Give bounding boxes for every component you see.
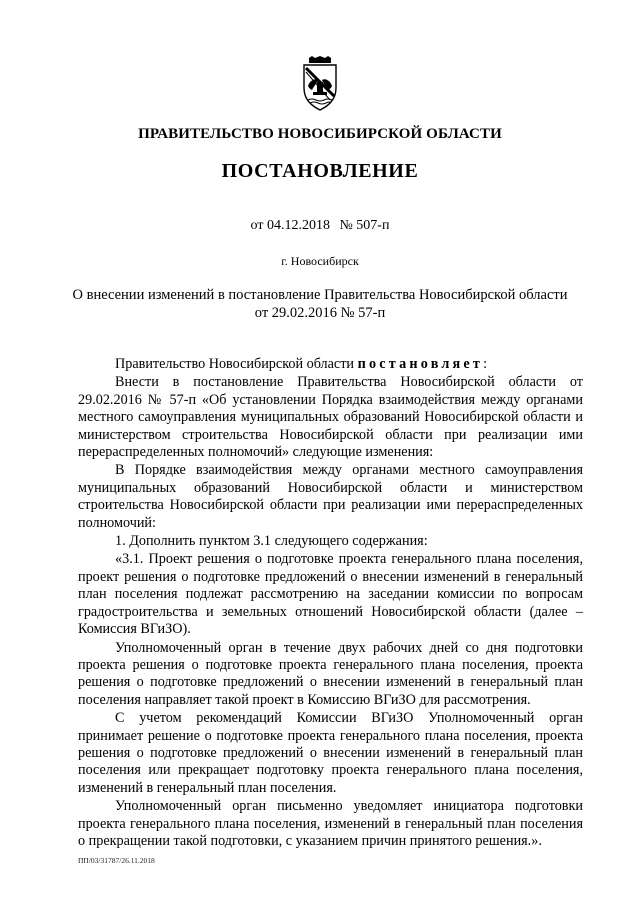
subject-line-1: О внесении изменений в постановление Правительства Новосибирской области — [72, 287, 568, 303]
decree-intro: Правительство Новосибирской области — [115, 356, 355, 372]
document-number: № 507-п — [339, 218, 390, 233]
body-paragraph-6: С учетом рекомендаций Комиссии ВГиЗО Уполномоченный орган принимает решение о подготовке проекта генерального плана поселения, проекта решения о подготовке предложений о внесении изменений в генеральный план поселения или прекращает подготовку проекта генерального плана поселения, изменений в генеральный план поселения. — [78, 710, 583, 796]
body-paragraph-7: Уполномоченный орган письменно уведомляет инициатора подготовки проекта генерального плана поселения, изменений в генеральный план поселения о прекращении такой подготовки, с указанием причин принятого решения.». — [78, 798, 583, 849]
emblem-container — [0, 56, 640, 112]
novosibirsk-coat-of-arms-icon — [298, 56, 342, 112]
document-city: г. Новосибирск — [281, 254, 359, 268]
body-paragraph-4: «3.1. Проект решения о подготовке проекта генерального плана поселения, проект решения о подготовке предложений о внесении изменений в генеральный план поселения подлежат рассмотрению на заседании комиссии по вопросам градостроительства и земельных отношений Новосибирской области (далее – Комиссия ВГиЗО). — [78, 551, 583, 638]
footer-document-code: ПП/03/31787/26.11.2018 — [78, 856, 155, 865]
government-name: ПРАВИТЕЛЬСТВО НОВОСИБИРСКОЙ ОБЛАСТИ — [138, 126, 502, 142]
decree-colon: : — [483, 356, 488, 372]
document-date: от 04.12.2018 — [250, 218, 330, 233]
subject-line-2: от 29.02.2016 № 57-п — [254, 305, 386, 321]
decree-word: постановляет — [357, 356, 484, 372]
body-paragraph-1: Внести в постановление Правительства Новосибирской области от 29.02.2016 № 57-п «Об установлении Порядка взаимодействия между органами местного самоуправления муниципальных образований Новосибирской области и министерством строительства Новосибирской области при реализации ими перераспределенных полномочий» следующие изменения: — [78, 374, 583, 461]
body-paragraph-2: В Порядке взаимодействия между органами местного самоуправления муниципальных образований Новосибирской области и министерством строительства Новосибирской области при реализации ими перераспределенных полномочий: — [78, 462, 583, 531]
body-paragraph-3: 1. Дополнить пунктом 3.1 следующего содержания: — [115, 533, 428, 550]
document-type-title: ПОСТАНОВЛЕНИЕ — [221, 160, 419, 182]
document-body — [78, 356, 583, 850]
document-date-number — [0, 218, 640, 234]
document-subject — [60, 286, 580, 322]
decree-paragraph — [78, 356, 583, 373]
body-paragraph-5: Уполномоченный орган в течение двух рабочих дней со дня подготовки проекта решения о подготовке проекта генерального плана поселения, проекта решения о подготовке предложений о внесении изменений в генеральный план поселения направляет такой проект в Комиссию ВГиЗО для рассмотрения. — [78, 639, 583, 708]
